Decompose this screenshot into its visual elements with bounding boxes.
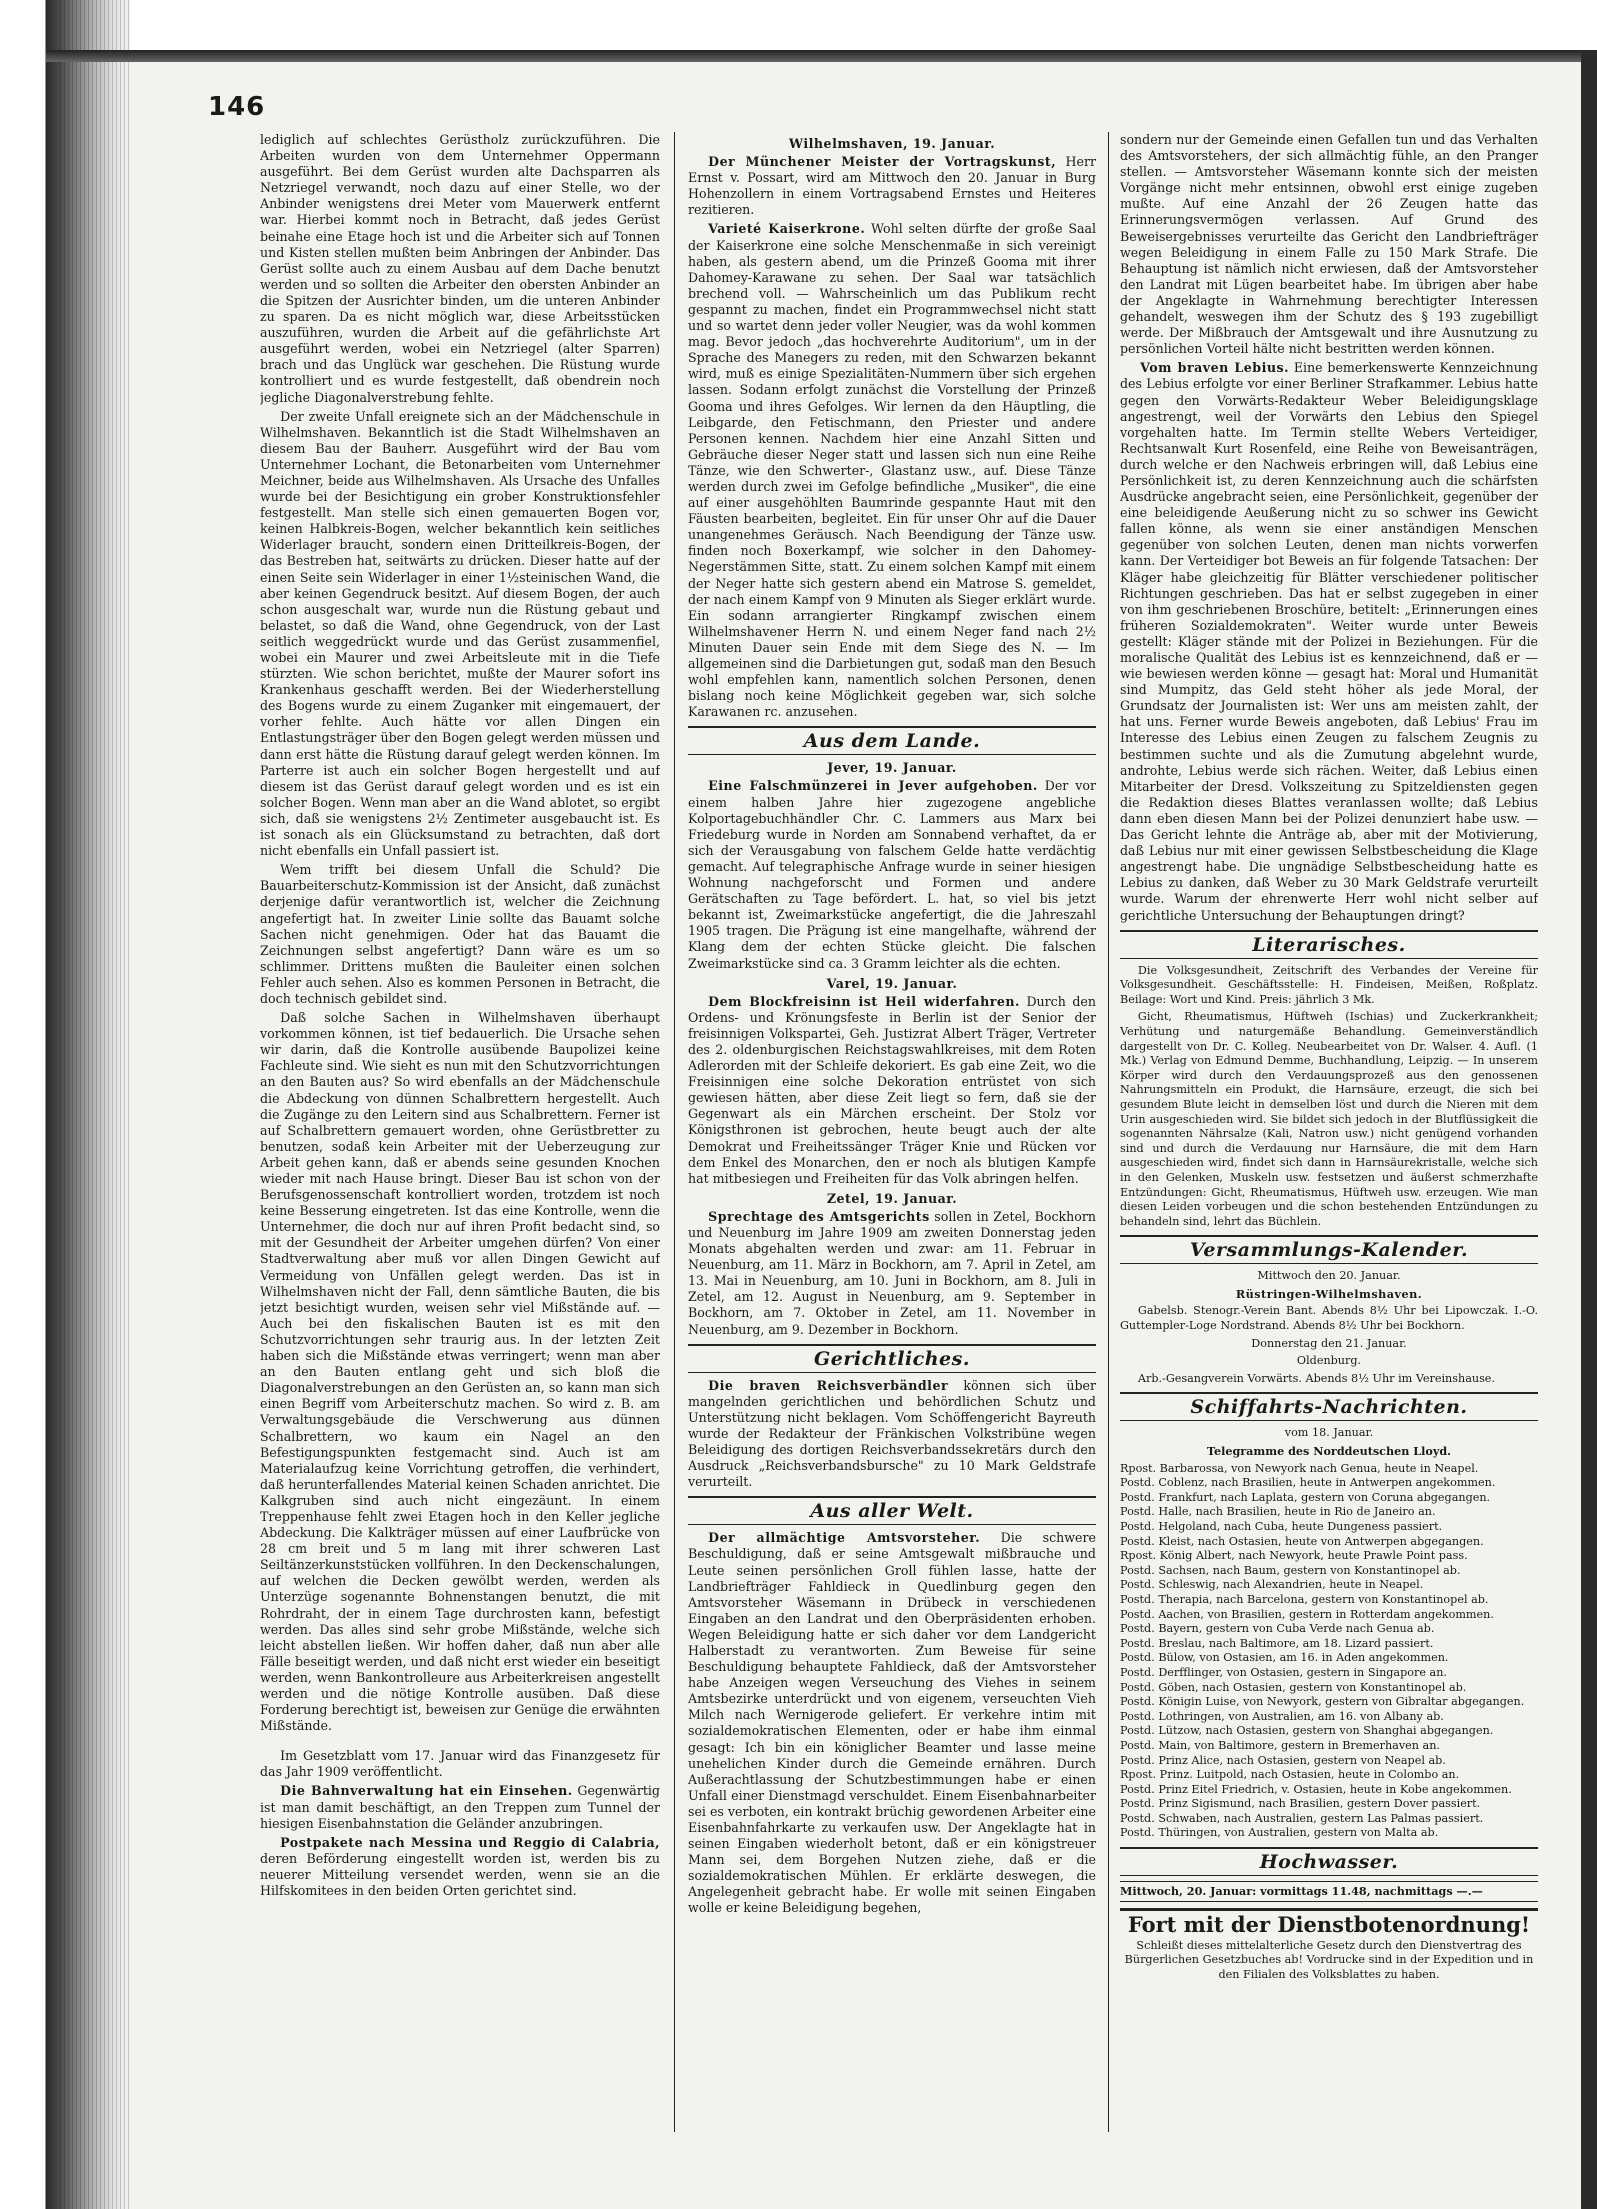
shipping-entry: Rpost. Prinz. Luitpold, nach Ostasien, heute in Colombo an. xyxy=(1120,1768,1460,1782)
notice-heading: Fort mit der Dienstbotenordnung! xyxy=(1120,1908,1538,1939)
shipping-entry: Postd. Schwaben, nach Australien, gestern Las Palmas passiert. xyxy=(1120,1811,1484,1825)
news-headline: Die Bahnverwaltung hat ein Einsehen. xyxy=(280,1783,573,1799)
news-text: deren Beförderung eingestellt worden ist, werden bis zu neuerer Mitteilung versendet werden, wenn sie an die Hilfskomitees in den beiden Orten gerichtet sind. xyxy=(260,1850,660,1899)
shipping-entry: Postd. Prinz Alice, nach Ostasien, gestern von Neapel ab. xyxy=(1120,1753,1446,1767)
news-text: Herr Ernst v. Possart, wird am Mittwoch den 20. Januar in Burg Hohenzollern in einem Vortragsabend Ernstes und Heiteres rezitieren. xyxy=(688,154,1096,218)
shipping-list xyxy=(1120,1462,1538,1841)
calendar-date: Donnerstag den 21. Januar. xyxy=(1251,1336,1407,1350)
dateline: Varel, 19. Januar. xyxy=(826,975,958,991)
calendar-entry: Gabelsb. Stenogr.-Verein Bant. Abends 8½ Uhr bei Lipowczak. I.-O. Guttempler-Loge Nordstrand. Abends 8½ Uhr bei Bockhorn. xyxy=(1120,1304,1538,1333)
shipping-entry: Postd. Sachsen, nach Baum, gestern von Konstantinopel ab. xyxy=(1120,1563,1461,1577)
shipping-entry: Postd. Thüringen, von Australien, gestern von Malta ab. xyxy=(1120,1826,1439,1840)
book-binding-edge xyxy=(0,0,130,2209)
page-number: 146 xyxy=(208,92,266,122)
news-item xyxy=(260,1835,660,1899)
article-paragraph: Daß solche Sachen in Wilhelmshaven überhaupt vorkommen können, ist tief bedauerlich. Die Ursache sehen wir darin, daß die Kontrolle ausübende Baupolizei keine Fachleute sind. Wie sieht es nun mit den Schutzvorrichtungen an den Bauten aus? So wird ebenfalls an der Mädchenschule die Abdeckung von dünnen Schalbrettern hergestellt. Auch die Zugänge zu den Leitern sind aus Schalbrettern. Ferner ist auf Schalbrettern gemauert worden, ohne Gerüstbretter zu benutzen, sodaß kein Arbeiter mit der Ueberzeugung zur Arbeit gehen kann, daß er abends seine gesunden Knochen wieder mit nach Hause bringt. Dieser Bau ist schon von der Berufsgenossenschaft kontrolliert worden, trotzdem ist noch keine Besserung eingetreten. Ist das eine Kontrolle, wenn die Unternehmer, die doch nur auf ihren Profit bedacht sind, so mit der Gesundheit der Arbeiter umgehen dürfen? Von einer Stadtverwaltung aber muß vor allen Dingen Gewicht auf Vermeidung von Unfällen gelegt werden. Das ist in Wilhelmshaven nicht der Fall, denn sämtliche Bauten, die bis jetzt besichtigt wurden, weisen sehr viel Mißstände auf. — Auch bei den fiskalischen Bauten ist es mit den Schutzvorrichtungen sehr traurig aus. In der letzten Zeit haben sich die Mißstände etwas verringert; wenn man aber an den Bauten entlang geht und sich bloß die Diagonalverstrebungen an den Gerüsten an, so kann man sich einen Begriff vom Arbeiterschutz machen. So wird z. B. am Verwaltungsgebäude die Verschwerung aus dünnen Schalbrettern, wo kaum ein Nagel an den Befestigungspunkten festgemacht sind. Auch ist am Materialaufzug keine Vorrichtung getroffen, die verhindert, daß herunterfallendes Material keinen Schaden anrichtet. Die Kalkgruben sind auch nicht eingezäunt. In einem Treppenhause fehlt zwei Etagen hoch in den Keller jegliche Abdeckung. Die Kalkträger müssen auf einer Laufbrücke von 28 cm breit und 5 m lang mit ihrer schweren Last Seiltänzerkunststücken vollführen. In den Deckenschalungen, auf welchen die Decken gewölbt werden, werden als Unterzüge sogenannte Bohnenstangen benutzt, die mit Rohrdraht, der in einem Tage durchrosten kann, befestigt werden. Das alles sind sehr grobe Mißstände, welche sich leicht abstellen ließen. Wir hoffen daher, daß nun aber alle Fälle beseitigt werden, und daß nicht erst wieder ein beseitigt werden, wenn Bankontrolleure aus Arbeiterkreisen angestellt werden und die nötige Kontrolle ausüben. Daß diese Forderung berechtigt ist, beweisen zur Genüge die erwähnten Mißstände. xyxy=(260,1010,660,1734)
shipping-entry: Postd. Kleist, nach Ostasien, heute von Antwerpen abgegangen. xyxy=(1120,1534,1484,1548)
article-paragraph: Der zweite Unfall ereignete sich an der Mädchenschule in Wilhelmshaven. Bekanntlich ist die Stadt Wilhelmshaven an diesem Bau der Bauherr. Ausgeführt wird der Bau vom Unternehmer Lochant, die Betonarbeiten vom Unternehmer Meichner, beide aus Wilhelmshaven. Als Ursache des Unfalles wurde bei der Besichtigung ein grober Konstruktionsfehler festgestellt. Man stelle sich einen gemauerten Bogen vor, keinen Halbkreis-Bogen, welcher bekanntlich kein seitliches Widerlager braucht, sondern einen Dritteilkreis-Bogen, der das Bestreben hat, seitwärts zu drücken. Dieser hatte auf der einen Seite sein Widerlager in einer 1½steinischen Wand, die aber keinen Gegendruck besitzt. Auf diesem Bogen, der auch schon ausgeschalt war, wurde nun die Rüstung gebaut und belastet, so daß die Wand, ohne Gegendruck, von der Last seitlich weggedrückt wurde und das Gerüst zusammenfiel, wobei ein Maurer und zwei Arbeitsleute mit in die Tiefe stürzten. Wie schon berichtet, mußte der Maurer sofort ins Krankenhaus geschafft werden. Bei der Wiederherstellung des Bogens wurde zu einem Zuganker mit eingemauert, der vorher fehlte. Auch hätte vor allen Dingen ein Entlastungsträger über den Bogen gelegt werden müssen und dann erst hätte die Rüstung darauf gelegt werden können. Im Parterre ist auch ein solcher Bogen hergestellt und auf diesem ist das Gerüst darauf gelegt worden und es ist ein solcher Bogen. Wenn man aber an die Wand ablotet, so ergibt sich, daß sie wenigstens 2½ Zentimeter ausgebaucht ist. Es ist sonach als ein Glücksumstand zu betrachten, daß dort nicht ebenfalls ein Unfall passiert ist. xyxy=(260,408,660,859)
shipping-entry: Postd. Halle, nach Brasilien, heute in Rio de Janeiro an. xyxy=(1120,1505,1436,1519)
shipping-date: vom 18. Januar. xyxy=(1284,1426,1374,1440)
calendar-date: Mittwoch den 20. Januar. xyxy=(1257,1269,1401,1283)
calendar-entry: Arb.-Gesangverein Vorwärts. Abends 8½ Uhr im Vereinshause. xyxy=(1137,1371,1495,1385)
news-headline: Der allmächtige Amtsvorsteher. xyxy=(708,1530,981,1546)
news-headline: Der Münchener Meister der Vortragskunst, xyxy=(708,154,1057,170)
article-paragraph: Im Gesetzblatt vom 17. Januar wird das Finanzgesetz für das Jahr 1909 veröffentlicht. xyxy=(260,1748,660,1780)
column-1 xyxy=(260,132,660,2142)
news-item xyxy=(688,221,1096,720)
literature-item: Gicht, Rheumatismus, Hüftweh (Ischias) und Zuckerkrankheit; Verhütung und naturgemäße Behandlung. Gemeinverständlich dargestellt von Dr. C. Kolleg. Neubearbeitet von Dr. Walser. 4. Aufl. (1 Mk.) Verlag von Edmund Demme, Buchhandlung, Leipzig. — In unserem Körper wird durch den Verdauungsprozeß aus den genossenen Nahrungsmitteln ein Produkt, die Harnsäure, erzeugt, die sich bei gesundem Blute leicht in demselben löst und durch die Nieren mit dem Urin ausgeschieden wird. Sie bildet sich jedoch in der Blutflüssigkeit die sogenannten Nährsalze (Kali, Natron usw.) nicht genügend vorhanden sind und durch die Verdauung nur Harnsäure, die mit dem Harn ausgeschieden wird, findet sich dann in Harnsäurekristalle, welche sich in den Gelenken, Muskeln usw. festsetzen und äußerst schmerzhafte Entzündungen: Gicht, Rheumatismus, Hüftweh usw. erzeugen. Wie man diesen Leiden vorbeugen und die schon bestehenden Entzündungen zu behandeln sind, lehrt das Büchlein. xyxy=(1120,1010,1538,1228)
shipping-entry: Postd. Coblenz, nach Brasilien, heute in Antwerpen angekommen. xyxy=(1120,1476,1496,1490)
news-headline: Die braven Reichsverbändler xyxy=(708,1377,949,1393)
news-text: Die schwere Beschuldigung, daß er seine Amtsgewalt mißbrauche und Leute seinen persönlichen Groll fühlen lasse, hatte der Landbriefträger Fahldieck in Quedlinburg gegen den Amtsvorsteher Wäsemann in Drübeck in verschiedenen Eingaben an den Landrat und den Oberpräsidenten erhoben. Wegen Beleidigung hatte er sich daher vor dem Landgericht Halberstadt zu verantworten. Zum Beweise für seine Beschuldigung behauptete Fahldieck, daß der Amtsvorsteher habe Anzeigen wegen Verseuchung des Viehes in seinem Amtsbezirke unterdrückt und von eigenem, verseuchten Vieh Milch nach Wernigerode geliefert. Er verkehre intim mit sozialdemokratischen Elementen, oder er habe ihm einmal gesagt: Ich bin ein königlicher Beamter und lasse meine unehelichen Kinder durch die Gemeinde ernähren. Durch Außerachtlassung der Schutzbestimmungen habe er einen Unfall einer Dienstmagd verschuldet. Einem Eisenbahnarbeiter sei es verboten, ein kontrakt brüchig gewordenen Arbeiter eine Eisenbahnfahrkarte zu verkaufen usw. Der Angeklagte hat in seinen Eingaben wiederholt betont, daß er ein königstreuer Mann sei, dem Borgehen Nutzen ziehe, daß er die sozialdemokratischen Mühlen. Er erklärte deswegen, die Angelegenheit gebracht habe. Er wolle mit seinen Eingaben wolle er keine Beleidigung begehen, xyxy=(688,1530,1096,1916)
shipping-entry: Postd. Therapia, nach Barcelona, gestern von Konstantinopel ab. xyxy=(1120,1592,1489,1606)
shipping-subtitle: Telegramme des Norddeutschen Lloyd. xyxy=(1206,1444,1452,1459)
news-item xyxy=(688,994,1096,1187)
section-heading: Aus dem Lande. xyxy=(688,726,1096,755)
news-item xyxy=(688,778,1096,971)
article-paragraph: sondern nur der Gemeinde einen Gefallen tun und das Verhalten des Amtsvorstehers, der sich allmächtig fühle, an den Pranger stellen. — Amtsvorsteher Wäsemann konnte sich der meisten Vorgänge nicht mehr entsinnen, obwohl erst einige zugeben mußte. Auf eine Anzahl der 26 Zeugen hatte das Erinnerungsvermögen verlassen. Auf Grund des Beweisergebnisses verurteilte das Gericht den Landbriefträger wegen Beleidigung in einem Falle zu 150 Mark Strafe. Die Behauptung ist nämlich nicht erwiesen, daß der Amtsvorsteher den Landrat mit Lügen bearbeitet habe. Im übrigen aber habe der Angeklagte in Wahrnehmung berechtigter Interessen gehandelt, weswegen ihm der Schutz des § 193 zugebilligt werde. Der Mißbrauch der Amtsgewalt und ihre Ausnutzung zu persönlichen Vorteil hälte nicht bestritten werden können. xyxy=(1120,132,1538,357)
high-water-line: Mittwoch, 20. Januar: vormittags 11.48, nachmittags —.— xyxy=(1120,1881,1538,1902)
news-item xyxy=(688,154,1096,218)
section-heading: Gerichtliches. xyxy=(688,1344,1096,1373)
news-item xyxy=(1120,360,1538,923)
news-item xyxy=(688,1530,1096,1916)
article-paragraph: Wem trifft bei diesem Unfall die Schuld? Die Bauarbeiterschutz-Kommission ist der Ansicht, daß zunächst derjenige dafür verantwortlich ist, welcher die Zeichnung angefertigt hat. In zweiter Linie sollte das Bauamt solche Sachen nicht genehmigen. Oder hat das Bauamt die Zeichnungen selbst angefertigt? Dann wäre es um so schlimmer. Drittens mußten die Bauleiter einen solchen Fehler auch sehen. Also es kommen Personen in Betracht, die doch technisch gebildet sind. xyxy=(260,862,660,1006)
section-heading: Hochwasser. xyxy=(1120,1847,1538,1876)
news-text: Gegenwärtig ist man damit beschäftigt, an den Treppen zum Tunnel der hiesigen Eisenbahnstation die Geländer anzubringen. xyxy=(260,1783,660,1831)
news-text: sollen in Zetel, Bockhorn und Neuenburg im Jahre 1909 am zweiten Donnerstag jeden Monats abgehalten werden und zwar: am 11. Februar in Neuenburg, am 11. März in Bockhorn, am 7. April in Zetel, am 13. Mai in Neuenburg, am 10. Juni in Bockhorn, am 8. Juli in Zetel, am 12. August in Neuenburg, am 9. September in Bockhorn, am 7. Oktober in Zetel, am 11. November in Neuenburg, am 9. Dezember in Bockhorn. xyxy=(688,1208,1096,1337)
news-text: können sich über mangelnden gerichtlichen und behördlichen Schutz und Unterstützung nicht beklagen. Vom Schöffengericht Bayreuth wurde der Redakteur der Fränkischen Volkstribüne wegen Beleidigung des dortigen Reichsverbandssekretärs durch den Ausdruck „Reichsverbandsbursche" zu 10 Mark Geldstrafe verurteilt. xyxy=(688,1377,1096,1490)
section-heading: Literarisches. xyxy=(1120,930,1538,959)
newspaper-page xyxy=(130,62,1581,2209)
scan-frame-right xyxy=(1581,50,1597,2209)
column-rule xyxy=(1108,132,1109,2132)
calendar-place: Oldenburg. xyxy=(1296,1354,1362,1368)
shipping-entry: Postd. Lützow, nach Ostasien, gestern von Shanghai abgegangen. xyxy=(1120,1724,1494,1738)
news-text: Wohl selten dürfte der große Saal der Kaiserkrone eine solche Menschenmaße in sich vereinigt haben, als gestern abend, um die Prinzeß Gooma mit ihrer Dahomey-Karawane zu sehen. Der Saal war tatsächlich brechend voll. — Wahrscheinlich um das Publikum recht gespannt zu machen, findet ein Programmwechsel nicht statt und so wartet denn jeder voller Neugier, was da wohl kommen mag. Bevor jedoch „das hochverehrte Auditorium", um in der Sprache des Manegers zu reden, mit den Schwarzen bekannt wird, muß es einige Spezialitäten-Nummern über sich ergehen lassen. Sodann erfolgt zunächst die Vorstellung der Prinzeß Gooma und ihres Gefolges. Wir lernen da den Häuptling, die Leibgarde, den Fetischmann, den Priester und andere Personen kennen. Nachdem hier eine Anzahl Sitten und Gebräuche dieser Neger statt und lassen sich nun eine Reihe Tänze, wie den Schwerter-, Glastanz usw., auf. Diese Tänze werden durch zwei im Gefolge befindliche „Musiker", die eine auf einer ausgehöhlten Baumrinde gespannte Haut mit den Fäusten bearbeiten, begleitet. Ein für unser Ohr auf die Dauer unangenehmes Geräusch. Nach Beendigung der Tänze usw. finden noch Boxerkampf, wie solcher in den Dahomey-Negerstämmen Sitte, statt. Zu einem solchen Kampf mit einem der Neger hatte sich gestern abend ein Matrose S. gemeldet, der nach einem Kampf von 9 Minuten als Sieger erklärt wurde. Ein sodann arrangierter Ringkampf zwischen einem Wilhelmshavener Herrn N. und einem Neger fand nach 2½ Minuten Dauer sein Ende mit dem Siege des N. — Im allgemeinen sind die Darbietungen gut, sodaß man den Besuch wohl empfehlen kann, namentlich solchen Personen, denen bislang noch keine Möglichkeit gegeben war, sich solche Karawanen rc. anzusehen. xyxy=(688,221,1096,720)
literature-item: Die Volksgesundheit, Zeitschrift des Verbandes der Vereine für Volksgesundheit. Geschäftsstelle: H. Findeisen, Meißen, Roßplatz. Beilage: Wort und Kind. Preis: jährlich 3 Mk. xyxy=(1120,963,1538,1006)
shipping-entry: Rpost. Barbarossa, von Newyork nach Genua, heute in Neapel. xyxy=(1120,1461,1479,1475)
shipping-entry: Postd. Schleswig, nach Alexandrien, heute in Neapel. xyxy=(1120,1578,1424,1592)
news-headline: Dem Blockfreisinn ist Heil widerfahren. xyxy=(708,993,1020,1009)
article-paragraph: lediglich auf schlechtes Gerüstholz zurückzuführen. Die Arbeiten wurden von dem Unternehmer Oppermann ausgeführt. Bei dem Gerüst wurden alte Dachsparren als Netzriegel verwandt, noch dazu auf einer Stelle, wo der Anbinder wenigstens drei Meter vom Mauerwerk entfernt war. Hierbei kommt noch in Betracht, daß jedes Gerüst beinahe eine Etage hoch ist und die Arbeiter sich auf Tonnen und Kisten stellen mußten beim Anbringen der Anbinder. Das Gerüst sollte auch zu einem Ausbau auf dem Dache benutzt werden und so sollten die Arbeiter den obersten Anbinder an die Spitzen der Ausrichter binden, um die unteren Anbinder zu sparen. Da es nicht möglich war, diese Arbeitsstücken auszuführen, wurden die Arbeit auf die gefährlichste Art ausgeführt werden, wobei ein Netzriegel (alter Sparren) brach und das Unglück war geschehen. Die Rüstung wurde kontrolliert und es wurde festgestellt, daß obendrein noch jegliche Diagonalverstrebung fehlte. xyxy=(260,132,660,405)
shipping-entry: Postd. Breslau, nach Baltimore, am 18. Lizard passiert. xyxy=(1120,1636,1434,1650)
shipping-entry: Postd. Derfflinger, von Ostasien, gestern in Singapore an. xyxy=(1120,1665,1447,1679)
dateline: Jever, 19. Januar. xyxy=(827,760,957,776)
scan-frame-top xyxy=(46,50,1597,62)
shipping-entry: Postd. Main, von Baltimore, gestern in Bremerhaven an. xyxy=(1120,1738,1440,1752)
column-2 xyxy=(688,132,1096,2142)
shipping-entry: Rpost. König Albert, nach Newyork, heute Prawle Point pass. xyxy=(1120,1549,1468,1563)
news-item xyxy=(688,1209,1096,1338)
shipping-entry: Postd. Prinz Sigismund, nach Brasilien, gestern Dover passiert. xyxy=(1120,1797,1481,1811)
news-text: Der vor einem halben Jahre hier zugezogene angebliche Kolportagebuchhändler Chr. C. Lammers aus Marx bei Friedeburg wurde in Norden am Sonnabend verhaftet, da er sich der Verausgabung von falschem Gelde hatte verdächtig gemacht. Auf telegraphische Anfrage wurde in seiner hiesigen Wohnung nachgeforscht und Formen und andere Gerätschaften zu Tage befördert. L. hat, so viel bis jetzt bekannt ist, Zweimarkstücke angefertigt, die die Jahreszahl 1905 tragen. Die Prägung ist eine mangelhafte, während der Klang dem der echten Stücke gleicht. Die falschen Zweimarkstücke sind ca. 3 Gramm leichter als die echten. xyxy=(688,778,1096,971)
shipping-entry: Postd. Frankfurt, nach Laplata, gestern von Coruna abgegangen. xyxy=(1120,1490,1491,1504)
news-item xyxy=(688,1378,1096,1491)
shipping-entry: Postd. Königin Luise, von Newyork, gestern von Gibraltar abgegangen. xyxy=(1120,1695,1525,1709)
section-heading: Aus aller Welt. xyxy=(688,1496,1096,1525)
shipping-entry: Postd. Helgoland, nach Cuba, heute Dungeness passiert. xyxy=(1120,1520,1443,1533)
dateline: Zetel, 19. Januar. xyxy=(826,1190,958,1206)
shipping-entry: Postd. Bülow, von Ostasien, am 16. in Aden angekommen. xyxy=(1120,1651,1449,1665)
news-headline: Varieté Kaiserkrone. xyxy=(708,221,866,237)
news-headline: Eine Falschmünzerei in Jever aufgehoben. xyxy=(708,778,1038,794)
dateline: Wilhelmshaven, 19. Januar. xyxy=(788,136,996,151)
news-headline: Sprechtage des Amtsgerichts xyxy=(708,1208,930,1224)
news-headline: Postpakete nach Messina und Reggio di Calabria, xyxy=(280,1834,660,1850)
shipping-entry: Postd. Prinz Eitel Friedrich, v. Ostasien, heute in Kobe angekommen. xyxy=(1120,1782,1512,1796)
shipping-entry: Postd. Göben, nach Ostasien, gestern von Konstantinopel ab. xyxy=(1120,1680,1467,1694)
section-heading: Versammlungs-Kalender. xyxy=(1120,1235,1538,1264)
news-item xyxy=(260,1783,660,1831)
column-3 xyxy=(1120,132,1538,2142)
shipping-entry: Postd. Bayern, gestern von Cuba Verde nach Genua ab. xyxy=(1120,1622,1435,1636)
notice-text: Schleißt dieses mittelalterliche Gesetz durch den Dienstvertrag des Bürgerlichen Gesetzbuches ab! Vordrucke sind in der Expedition und in den Filialen des Volksblattes zu haben. xyxy=(1124,1938,1534,1981)
section-heading: Schiffahrts-Nachrichten. xyxy=(1120,1392,1538,1421)
shipping-entry: Postd. Lothringen, von Australien, am 16. von Albany ab. xyxy=(1120,1709,1444,1723)
shipping-entry: Postd. Aachen, von Brasilien, gestern in Rotterdam angekommen. xyxy=(1120,1607,1494,1621)
column-rule xyxy=(674,132,675,2132)
news-headline: Vom braven Lebius. xyxy=(1140,360,1290,376)
news-text: Durch den Ordens- und Krönungsfeste in Berlin ist der Senior der freisinnigen Volkspartei, Geh. Justizrat Albert Träger, Vertreter des 2. oldenburgischen Reichstagswahlkreises, mit dem Roten Adlerorden mit der Schleife dekoriert. Es gab eine Zeit, wo die Freisinnigen eine solche Dekoration entrüstet von sich gewiesen hätten, aber diese Zeit liegt so fern, daß sie der Gegenwart als ein Märchen erscheint. Der Stolz vor Königsthronen ist gebrochen, heute beugt auch der alte Demokrat und Freiheitssänger Träger Knie und Rücken vor dem Enkel des Monarchen, den er noch als blutigen Kampfe hat mitbesiegen und Freiheiten für das Volk abringen helfen. xyxy=(688,993,1096,1186)
calendar-place: Rüstringen-Wilhelmshaven. xyxy=(1235,1286,1423,1301)
news-text: Eine bemerkenswerte Kennzeichnung des Lebius erfolgte vor einer Berliner Strafkammer. Lebius hatte gegen den Vorwärts-Redakteur Weber Beleidigungsklage angestrengt, weil der Vorwärts den Lebius den Spiegel vorgehalten hatte. Im Termin stellte Webers Verteidiger, Rechtsanwalt Kurt Rosenfeld, eine Reihe von Beweisanträgen, durch welche er den Nachweis erbringen will, daß Lebius eine Persönlichkeit ist, zu deren Kennzeichnung auch die schärfsten Ausdrücke angebracht seien, eine Persönlichkeit, gegenüber der eine beleidigende Aeußerung nicht zu so schwer ins Gewicht fallen könne, als wenn sie einer anständigen Menschen gegenüber von solchen Leuten, denen man nichts vorwerfen kann. Der Verteidiger bot Beweis an für folgende Tatsachen: Der Kläger habe gleichzeitig für Blätter verschiedener politischer Richtungen geschrieben. Das hat er selbst zugegeben in einer von ihm geschriebenen Broschüre, betitelt: „Erinnerungen eines früheren Sozialdemokraten". Weiter wurde unter Beweis gestellt: Kläger stände mit der Polizei in Beziehungen. Für die moralische Qualität des Lebius ist es kennzeichnend, daß er — wie bewiesen werden könne — gesagt hat: Moral und Humanität sind Mumpitz, das Geld steht höher als jede Moral, der Grundsatz der Journalisten ist: Wer uns am meisten zahlt, der hat uns. Ferner wurde Beweis angeboten, daß Lebius' Frau im Interesse des Lebius einen Zeugen zu falschem Zeugnis zu bestimmen suchte und als die Zumutung abgelehnt wurde, androhte, Lebius werde sich rächen. Weiter, daß Lebius einen Mitarbeiter der Dresd. Volkszeitung zu Spitzeldiensten gegen die Redaktion dieses Blattes veranlassen wollte; daß Lebius dann eben diesen Mann bei der Polizei denunziert habe usw. — Das Gericht lehnte die Anträge ab, aber mit der Motivierung, daß Lebius nur mit einer gewissen Selbstbescheidung die Klage angestrengt habe. Die ungnädige Selbstbescheidung hatte es Lebius zu danken, daß Weber zu 30 Mark Geldstrafe verurteilt wurde. Warum der ehrenwerte Herr wohl nicht selber auf gerichtliche Untersuchung der Behauptungen dringt? xyxy=(1120,360,1538,923)
